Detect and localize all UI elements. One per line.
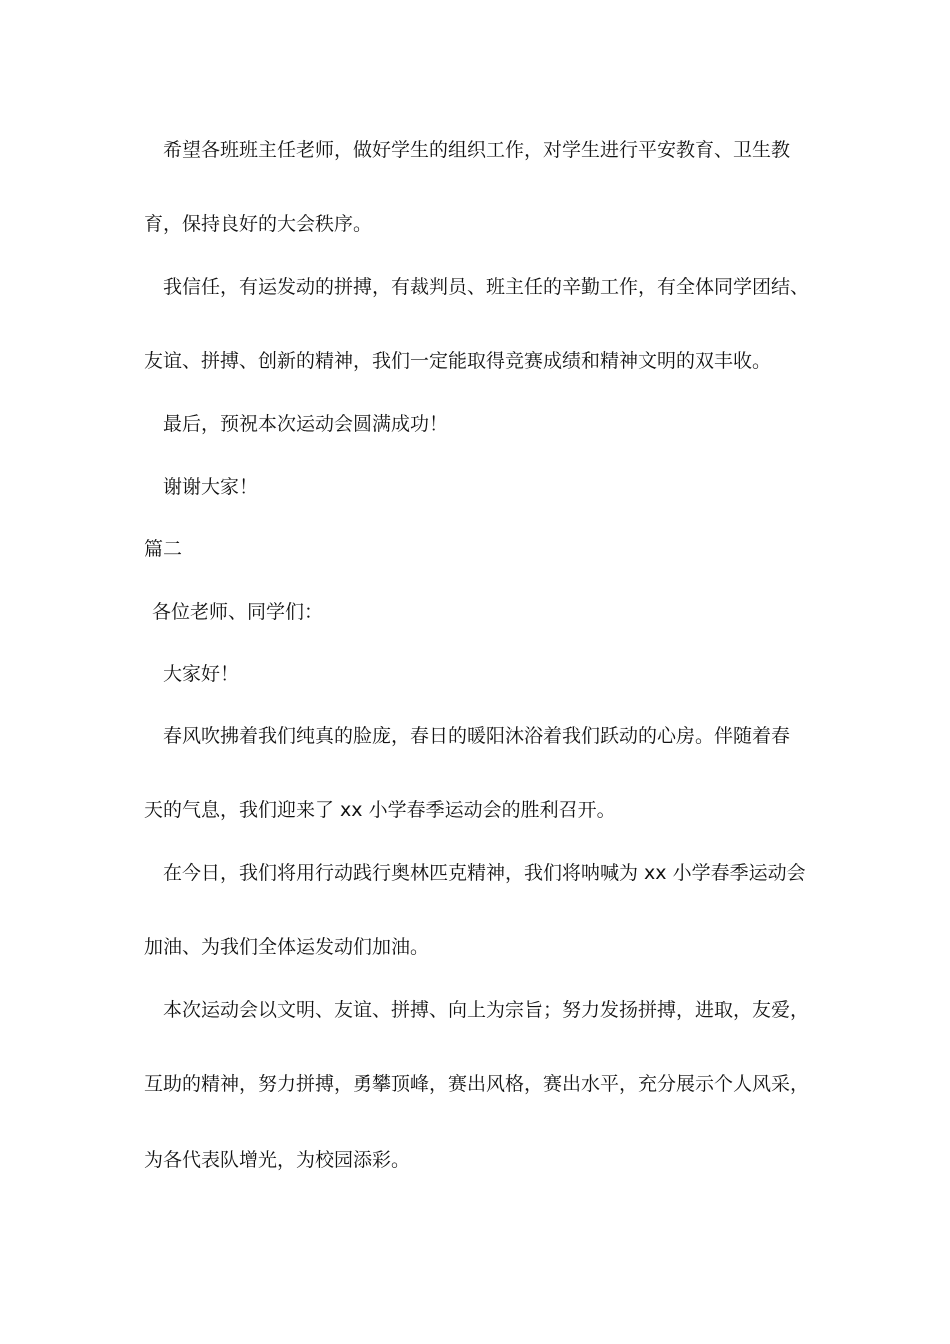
section-heading: 篇二 — [144, 538, 183, 560]
paragraph-line: 希望各班班主任老师，做好学生的组织工作，对学生进行平安教育、卫生教 — [163, 139, 791, 161]
paragraph-line: 为各代表队增光，为校园添彩。 — [144, 1149, 411, 1171]
paragraph-line: 大家好！ — [163, 663, 240, 685]
paragraph-line: 我信任，有运发动的拼搏，有裁判员、班主任的辛勤工作，有全体同学团结、 — [163, 276, 810, 298]
paragraph-line: 春风吹拂着我们纯真的脸庞，春日的暖阳沐浴着我们跃动的心房。伴随着春 — [163, 725, 791, 747]
paragraph-line: 育，保持良好的大会秩序。 — [144, 213, 373, 235]
paragraph-line: 互助的精神，努力拼搏，勇攀顶峰，赛出风格，赛出水平，充分展示个人风采， — [144, 1073, 810, 1095]
greeting-line: 各位老师、同学们： — [152, 601, 324, 623]
paragraph-line: 天的气息，我们迎来了 xx 小学春季运动会的胜利召开。 — [144, 799, 616, 821]
paragraph-line: 加油、为我们全体运发动们加油。 — [144, 936, 430, 958]
paragraph-line: 友谊、拼搏、创新的精神，我们一定能取得竞赛成绩和精神文明的双丰收。 — [144, 350, 772, 372]
paragraph-line: 本次运动会以文明、友谊、拼搏、向上为宗旨；努力发扬拼搏，进取，友爱， — [163, 999, 810, 1021]
paragraph-line: 最后，预祝本次运动会圆满成功！ — [163, 413, 449, 435]
paragraph-line: 谢谢大家！ — [163, 476, 259, 498]
paragraph-line: 在今日，我们将用行动践行奥林匹克精神，我们将呐喊为 xx 小学春季运动会 — [163, 862, 806, 884]
